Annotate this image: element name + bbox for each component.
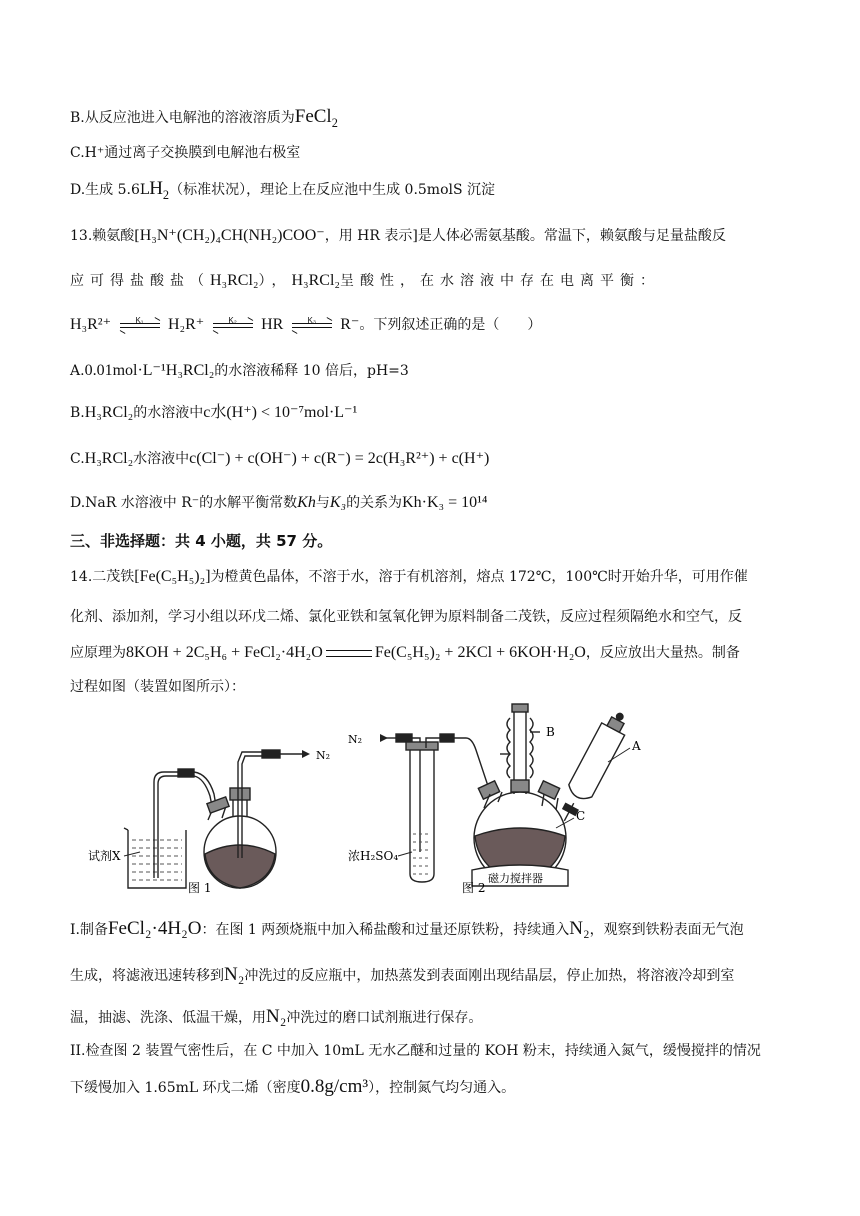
figure-2	[380, 704, 633, 886]
figure-1	[124, 750, 310, 888]
reaction-equals-sign	[326, 650, 372, 657]
gas-washing-tube	[410, 748, 434, 882]
tube-connector	[178, 769, 194, 777]
formula-h3rcl2: H₃RCl₂	[291, 272, 340, 289]
beaker-liquid	[132, 840, 182, 880]
q13-equilibrium: H₃R²⁺ K₁ H₂R⁺ K₂ HR K₃ R⁻。下列叙述正确的是（ ）	[70, 316, 542, 333]
stirrer-label: 磁力搅拌器	[488, 872, 543, 885]
q13-option-c: C.H₃RCl₂水溶液中c(Cl⁻) + c(OH⁻) + c(R⁻) = 2c(H₃R²⁺) + c(H⁺)	[70, 450, 490, 467]
fig2-label: 图 2	[462, 881, 486, 894]
part-ii-line2: 下缓慢加入 1.65mL 环戊二烯（密度0.8g/cm³），控制氮气均匀通入。	[70, 1076, 516, 1097]
label-a: A	[632, 739, 641, 753]
conc-h2so4-label: 浓H₂SO₄	[348, 849, 399, 863]
section-title: 三、非选择题：共 4 小题，共 57 分。	[70, 532, 333, 550]
part-ii-line1: II.检查图 2 装置气密性后，在 C 中加入 10mL 无水乙醚和过量的 KOH 粉末，持续通入氮气，缓慢搅拌的情况	[70, 1043, 761, 1059]
q12-option-d: D.生成 $5.6LH_2$（标准状况），理论上在反应池中生成 0.5molS 沉淀	[70, 178, 496, 202]
q13-line2: 应可得盐酸盐（H₃RCl₂），H₃RCl₂呈酸性，在水溶液中存在电离平衡：	[70, 272, 660, 289]
q13-intro: 13.赖氨酸[H₃N⁺(CH₂)₄CH(NH₂)COO⁻，用 HR 表示]是人体必需氨基酸。常温下，赖氨酸与足量盐酸反	[70, 227, 726, 244]
lysine-formula: H₃N⁺(CH₂)₄CH(NH₂)COO⁻	[139, 227, 325, 244]
reagent-x-label: 试剂X	[88, 849, 121, 863]
label-c: C	[576, 809, 586, 823]
formula-fecl2: FeCl$_2$	[294, 106, 338, 130]
main-stopper	[230, 788, 250, 800]
q12-option-b: B.从反应池进入电解池的溶液溶质为FeCl$_2$	[70, 106, 338, 130]
ferrocene-formula: [Fe(C₅H₅)₂]	[134, 568, 211, 585]
part-i-line3: 温，抽滤、洗涤、低温干燥，用N₂冲洗过的磨口试剂瓶进行保存。	[70, 1006, 483, 1027]
condenser-b	[514, 712, 526, 780]
label-b: B	[546, 725, 555, 739]
formula-h3rcl2: H₃RCl₂	[210, 272, 259, 289]
formula-h2: $H_2$	[149, 178, 170, 202]
q13-option-b: B.H₃RCl₂的水溶液中c水(H⁺) < 10⁻⁷mol·L⁻¹	[70, 404, 358, 421]
q14-line2: 化剂、添加剂，学习小组以环戊二烯、氯化亚铁和氢氧化钾为原料制备二茂铁，反应过程须隔绝水和空气，反	[70, 609, 742, 625]
equilibrium-arrow: K₂	[213, 317, 253, 333]
equilibrium-arrow: K₃	[292, 317, 332, 333]
part-i-line1: I.制备FeCl₂·4H₂O：在图 1 两颈烧瓶中加入稀盐酸和过量还原铁粉，持续通入N₂，观察到铁粉表面无气泡	[70, 918, 744, 939]
q14-line3: 应原理为8KOH + 2C₅H₆ + FeCl₂·4H₂O Fe(C₅H₅)₂ + 2KCl + 6KOH·H₂O，反应放出大量热。制备	[70, 644, 740, 661]
q13-option-d: D.NaR 水溶液中 R⁻的水解平衡常数Kh与K₃的关系为Kh·K₃ = 10¹⁴	[70, 494, 488, 511]
beaker	[128, 830, 186, 888]
dropping-funnel-a	[553, 707, 633, 827]
washing-tube-stopper	[406, 742, 438, 750]
fig2-n2-label: N₂	[348, 733, 363, 746]
q14-line4: 过程如图（装置如图所示）：	[70, 679, 245, 695]
fig1-n2-label: N₂	[316, 749, 331, 762]
apparatus-figure	[80, 702, 780, 894]
washing-liquid	[413, 834, 431, 874]
q12-option-c: C.H⁺通过离子交换膜到电解池右极室	[70, 145, 301, 161]
flask-liquid	[205, 845, 275, 888]
q14-line1: 14.二茂铁[Fe(C₅H₅)₂]为橙黄色晶体，不溶于水，溶于有机溶剂，熔点 172℃，100℃时开始升华，可用作催	[70, 568, 748, 585]
fig1-label: 图 1	[188, 881, 212, 894]
equilibrium-arrow: K₁	[120, 317, 160, 333]
q13-option-a: A.0.01mol·L⁻¹H₃RCl₂的水溶液稀释 10 倍后，pH=3	[70, 362, 409, 379]
formula-fecl2-4h2o: FeCl₂·4H₂O	[107, 918, 202, 939]
part-i-line2: 生成，将滤液迅速转移到N₂冲洗过的反应瓶中，加热蒸发到表面刚出现结晶层，停止加热，将溶液冷却到室	[70, 964, 735, 985]
